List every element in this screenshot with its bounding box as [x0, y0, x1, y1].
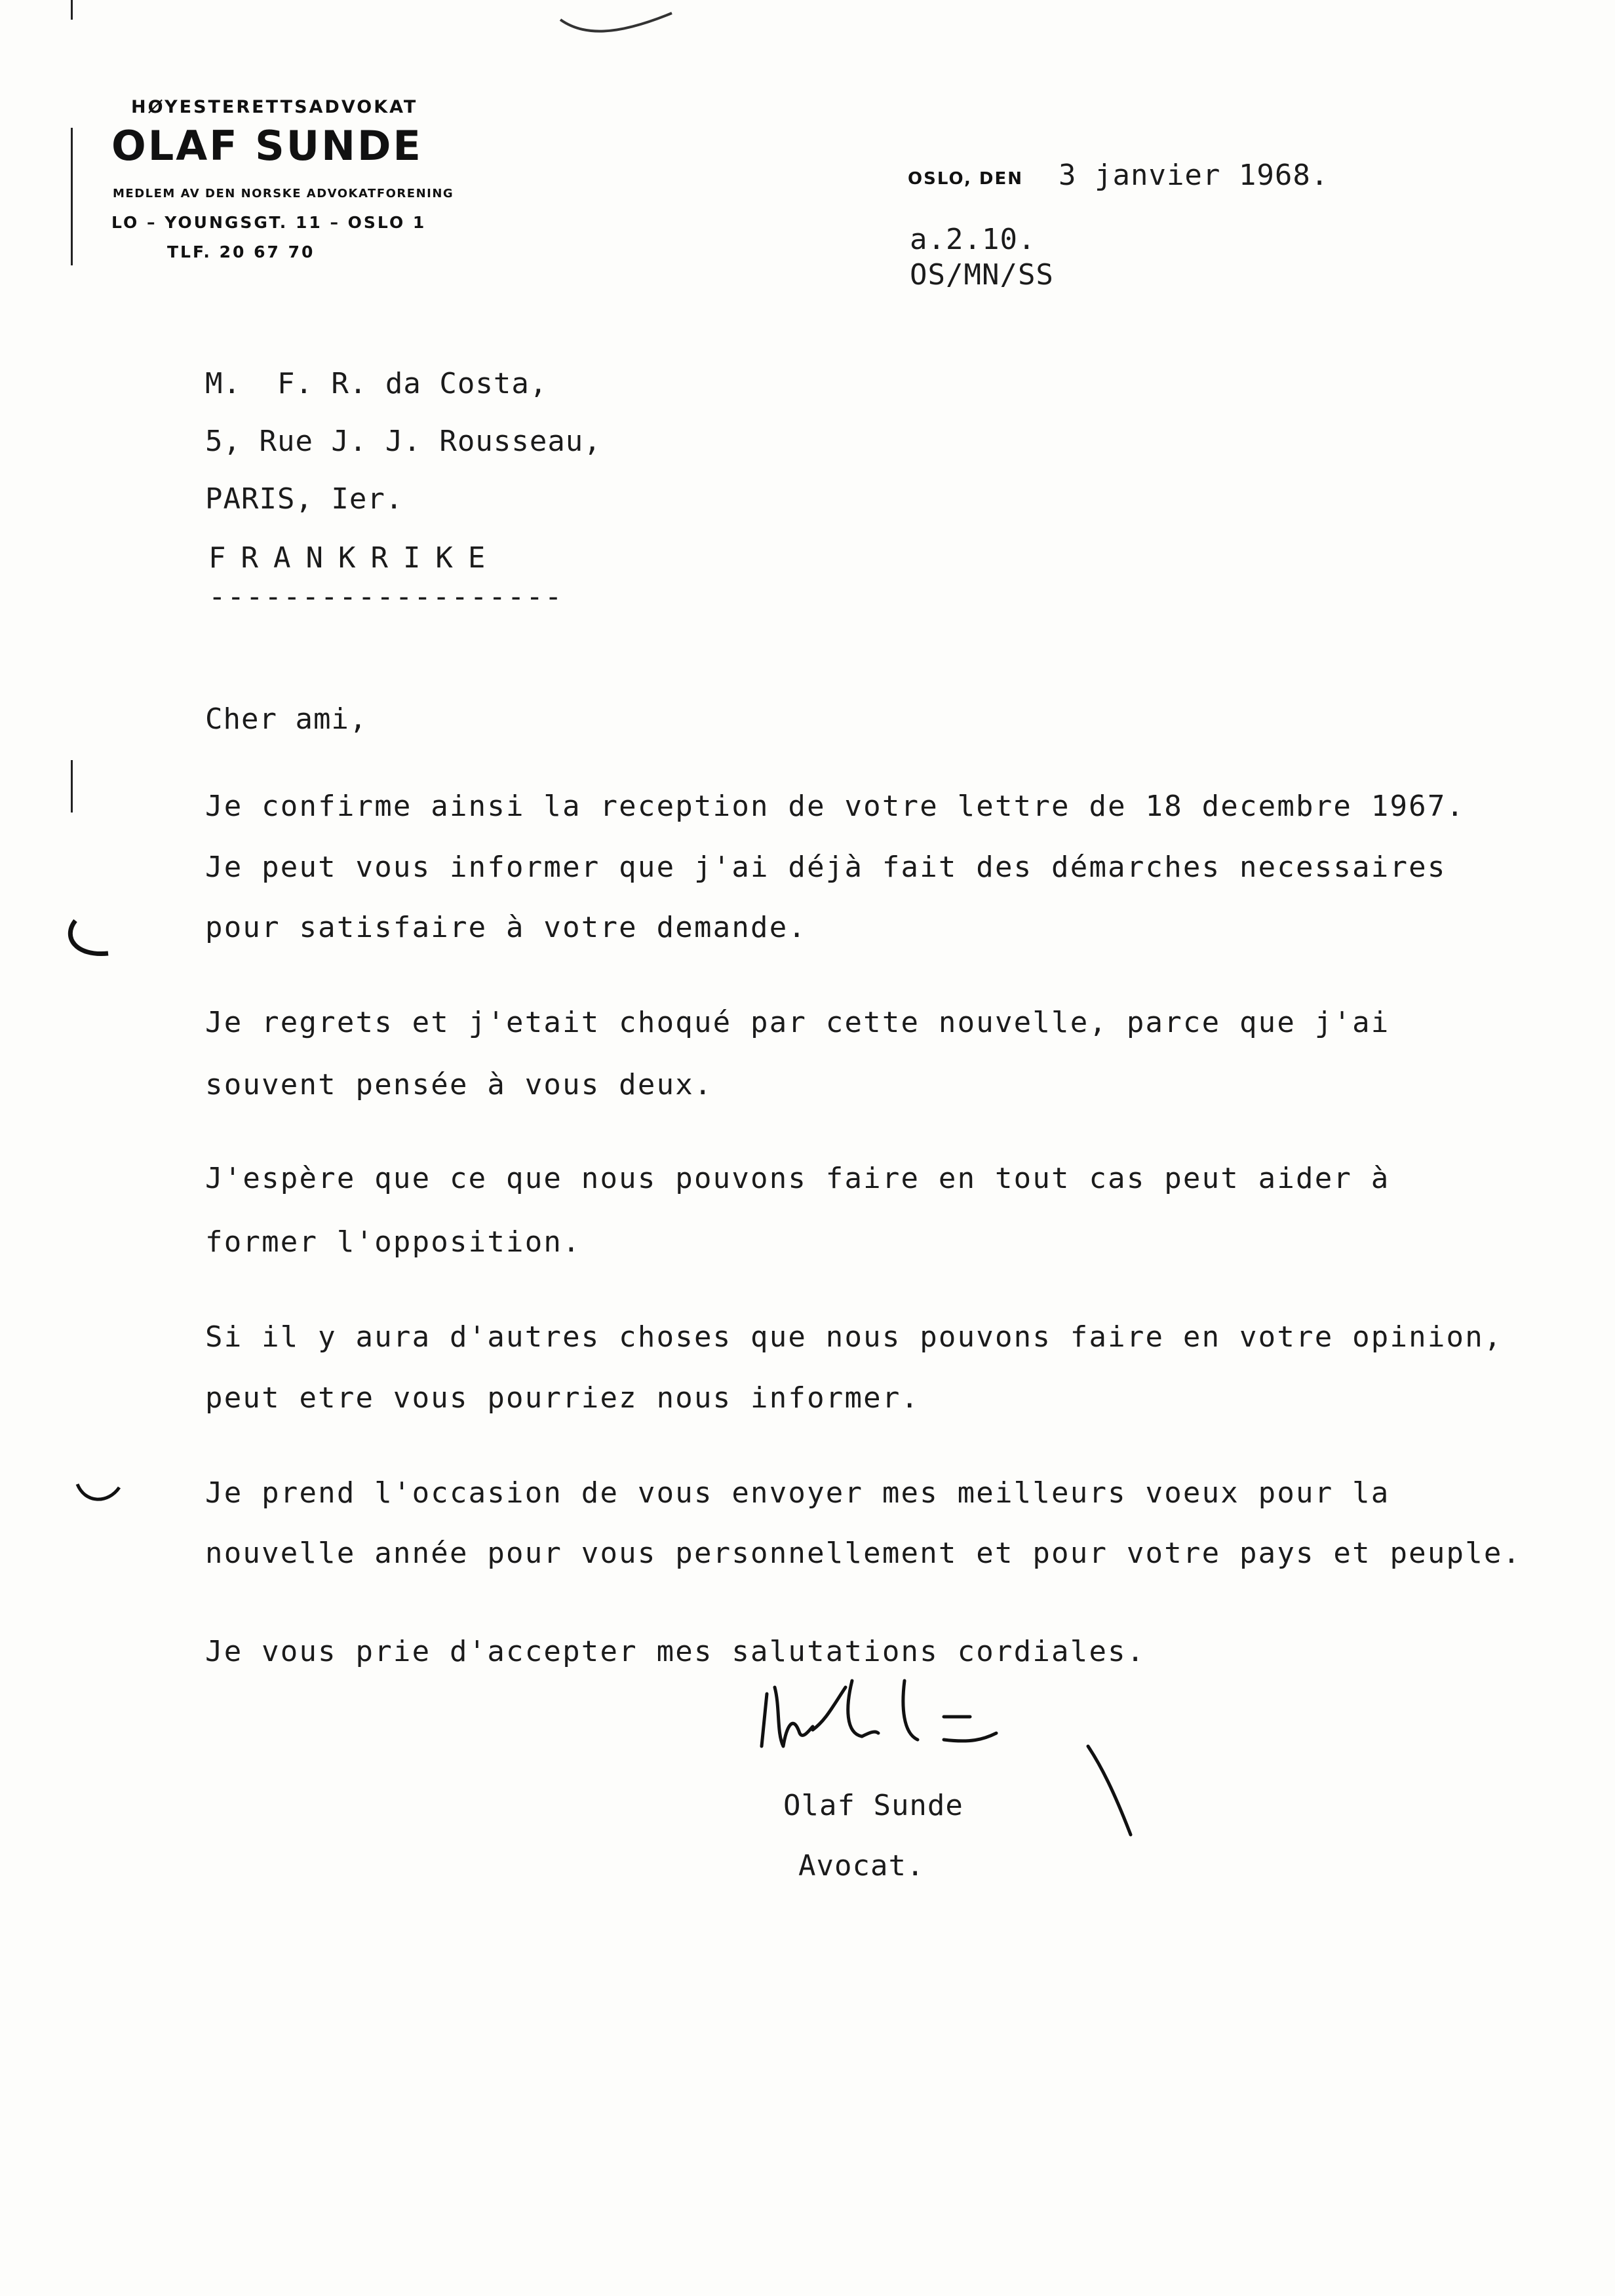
- dateline-prefix: OSLO, DEN: [908, 169, 1024, 189]
- body-line: Je regrets et j'etait choqué par cette nouvelle, parce que j'ai: [205, 1006, 1390, 1039]
- body-line: Je peut vous informer que j'ai déjà fait des démarches necessaires: [205, 851, 1447, 884]
- scan-edge-mark: [71, 0, 73, 20]
- salutation: Cher ami,: [205, 702, 368, 736]
- recipient-underline: -------------------: [208, 580, 564, 613]
- punch-hole-mark: [72, 1474, 125, 1514]
- body-line: Je prend l'occasion de vous envoyer mes meilleurs voeux pour la: [205, 1476, 1390, 1510]
- recipient-street: 5, Rue J. J. Rousseau,: [205, 425, 602, 458]
- body-line: former l'opposition.: [205, 1225, 581, 1259]
- signer-title: Avocat.: [798, 1849, 925, 1883]
- body-line: peut etre vous pourriez nous informer.: [205, 1381, 920, 1415]
- body-line: pour satisfaire à votre demande.: [205, 911, 808, 944]
- letterhead-membership: MEDLEM AV DEN NORSKE ADVOKATFORENING: [113, 187, 454, 201]
- scan-edge-mark: [71, 128, 73, 265]
- body-line: Je confirme ainsi la reception de votre lettre de 18 decembre 1967.: [205, 790, 1466, 823]
- scan-edge-mark: [71, 760, 73, 813]
- body-line: J'espère que ce que nous pouvons faire en tout cas peut aider à: [205, 1162, 1390, 1195]
- body-line: Si il y aura d'autres choses que nous pouvons faire en votre opinion,: [205, 1320, 1503, 1354]
- body-line: Je vous prie d'accepter mes salutations cordiales.: [205, 1635, 1146, 1668]
- recipient-name: M. F. R. da Costa,: [205, 367, 548, 400]
- letterhead-phone: TLF. 20 67 70: [167, 242, 315, 261]
- punch-hole-mark: [62, 917, 115, 963]
- letterhead-title: HØYESTERETTSADVOKAT: [131, 97, 418, 117]
- scan-smudge-mark: [557, 7, 675, 39]
- body-line: nouvelle année pour vous personnellement et pour votre pays et peuple.: [205, 1537, 1522, 1570]
- recipient-city: PARIS, Ier.: [205, 482, 404, 516]
- reference-file-number: a.2.10.: [910, 223, 1036, 256]
- signer-name: Olaf Sunde: [783, 1789, 963, 1822]
- reference-initials: OS/MN/SS: [910, 258, 1054, 292]
- body-line: souvent pensée à vous deux.: [205, 1068, 713, 1101]
- letterhead-name: OLAF SUNDE: [111, 122, 423, 170]
- recipient-country: FRANKRIKE: [208, 541, 501, 575]
- dateline-date: 3 janvier 1968.: [1059, 159, 1329, 192]
- letterhead-address: LO – YOUNGSGT. 11 – OSLO 1: [111, 213, 427, 232]
